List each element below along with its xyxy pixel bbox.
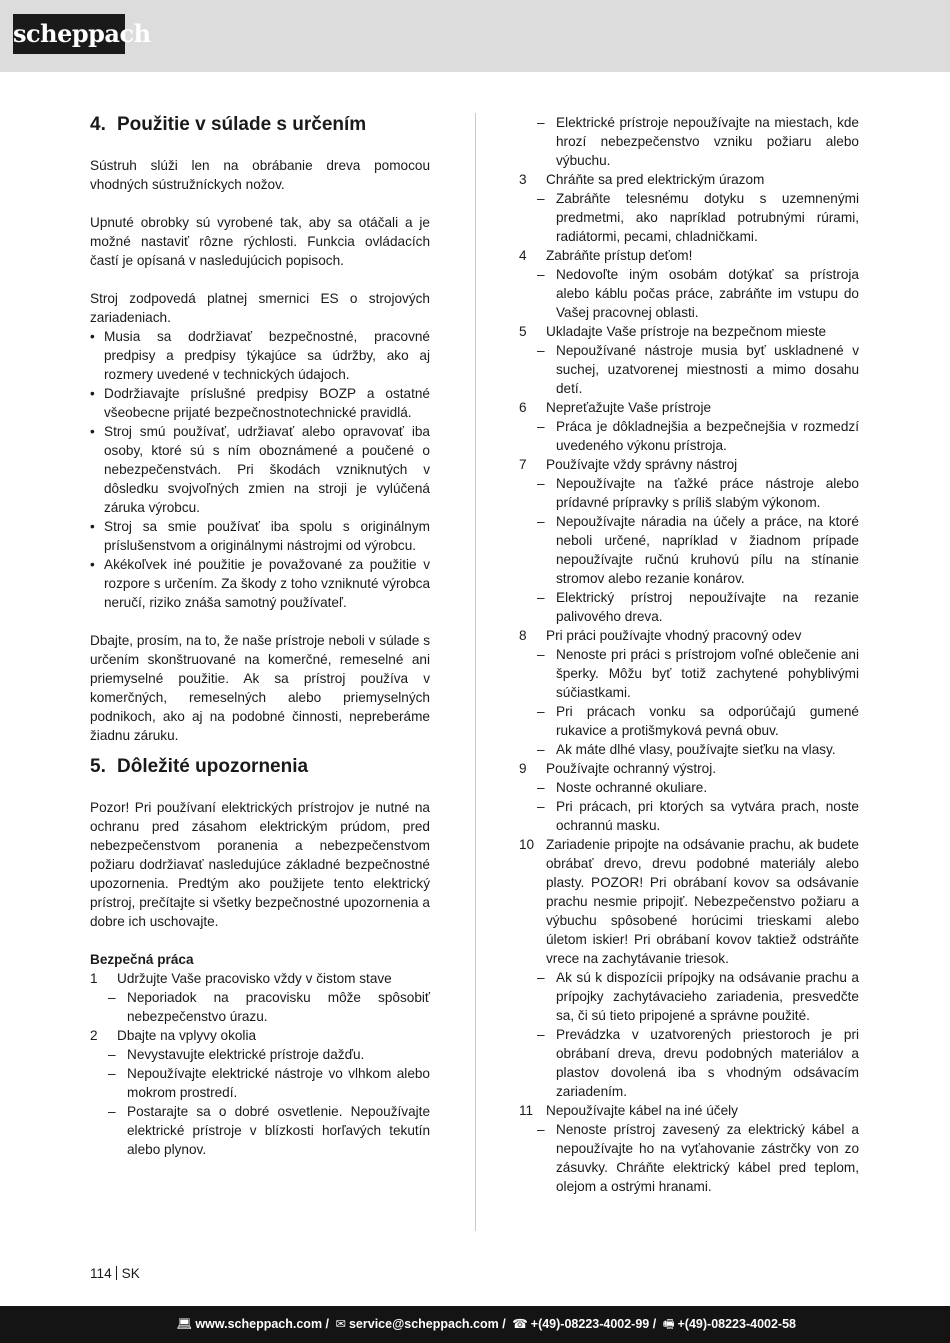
numbered-item: 1 Udržujte Vaše pracovisko vždy v čistom stave bbox=[90, 971, 392, 986]
dash-item: – Pri prácach vonku sa odporúčajú gumené rukavice a protišmyková pevná obuv. bbox=[519, 702, 859, 740]
paragraph: Upnuté obrobky sú vyrobené tak, aby sa otáčali a je možné nastaviť rôzne rýchlosti. Funkcia ovládacích častí je opísaná v nasledujúcich popisoch. bbox=[90, 215, 430, 268]
phone-icon: ☎︎ bbox=[512, 1317, 528, 1331]
fax-number: +(49)-08223-4002-58 bbox=[677, 1317, 796, 1331]
dash-item: – Neporiadok na pracovisku môže spôsobiť nebezpečenstvo úrazu. bbox=[90, 988, 430, 1026]
section-5-heading: 5. Dôležité upozornenia bbox=[90, 756, 309, 777]
contact-line bbox=[174, 1316, 796, 1333]
mail-icon: ✉︎ bbox=[335, 1317, 346, 1331]
page-header bbox=[0, 0, 950, 72]
dash-item: – Ak sú k dispozícii prípojky na odsávanie prachu a prípojky zachytávacieho zariadenia, presvedčte sa, či sú tieto pripojené a správne použité. bbox=[519, 968, 859, 1025]
dash-item: – Nepoužívajte na ťažké práce nástroje alebo prídavné prípravky s príliš slabým výkonom. bbox=[519, 474, 859, 512]
column-divider bbox=[475, 113, 476, 1231]
dash-item: – Nepoužívajte náradia na účely a práce, na ktoré neboli určené, napríklad v žiadnom prípade nepoužívajte ručnú kruhovú pílu na stínanie stromov alebo rezanie konárov. bbox=[519, 512, 859, 588]
numbered-item: 2 Dbajte na vplyvy okolia bbox=[90, 1028, 257, 1043]
numbered-item: 4 Zabráňte prístup deťom! bbox=[519, 248, 693, 263]
page-number: 114 SK bbox=[90, 1266, 140, 1281]
numbered-item: 9 Používajte ochranný výstroj. bbox=[519, 761, 717, 776]
dash-item: – Noste ochranné okuliare. bbox=[519, 778, 859, 797]
bullet-item: • Dodržiavajte príslušné predpisy BOZP a ostatné všeobecne prijaté bezpečnostnotechnické pravidlá. bbox=[90, 384, 430, 422]
bullet-item: • Akékoľvek iné použitie je považované za použitie v rozpore s určením. Za škody z toho vzniknuté výrobca neručí, riziko znáša samotný používateľ. bbox=[90, 555, 430, 612]
subheading: Bezpečná práca bbox=[90, 952, 194, 967]
dash-item: – Prevádzka v uzatvorených priestoroch je pri obrábaní dreva, drevu podobných materiálov a plastov dovolená iba s vhodným odsávacím zariadením. bbox=[519, 1025, 859, 1101]
bullet-item: • Stroj smú používať, udržiavať alebo opravovať iba osoby, ktoré sú s ním oboznámené a poučené o nebezpečenstvách. Pri škodách vzniknutých v dôsledku svojvoľných zmien na stroji je vylúčená záruka výrobcu. bbox=[90, 422, 430, 517]
bullet-item: • Musia sa dodržiavať bezpečnostné, pracovné predpisy a predpisy týkajúce sa údržby, ako aj rozmery uvedené v technických údajoch. bbox=[90, 327, 430, 384]
numbered-item: 7 Používajte vždy správny nástroj bbox=[519, 457, 738, 472]
numbered-item: 5 Ukladajte Vaše prístroje na bezpečnom mieste bbox=[519, 324, 827, 339]
section-4-heading: 4. Použitie v súlade s určením bbox=[90, 114, 367, 135]
bullet-item: • Stroj sa smie používať iba spolu s originálnym príslušenstvom a originálnymi nástrojmi od výrobcu. bbox=[90, 517, 430, 555]
paragraph: Pozor! Pri používaní elektrických prístrojov je nutné na ochranu pred zásahom elektrickým prúdom, pred nebezpečenstvom poranenia a nebezpečenstvom požiaru dodržiavať nasledujúce základné bezpečnostné upozornenia. Predtým ako použijete tento elektrický prístroj, prečítajte si všetky bezpečnostné upozornenia a dobre ich uschovajte. bbox=[90, 800, 430, 929]
dash-item: – Práca je dôkladnejšia a bezpečnejšia v rozmedzí uvedeného výkonu prístroja. bbox=[519, 417, 859, 455]
dash-item: – Ak máte dlhé vlasy, používajte sieťku na vlasy. bbox=[519, 740, 859, 759]
email-link[interactable]: service@scheppach.com / bbox=[348, 1317, 506, 1331]
scheppach-logo: scheppach bbox=[13, 14, 125, 54]
numbered-item: 8 Pri práci používajte vhodný pracovný odev bbox=[519, 628, 802, 643]
dash-item: – Postarajte sa o dobré osvetlenie. Nepoužívajte elektrické prístroje v blízkosti horľavých tekutín alebo plynov. bbox=[90, 1102, 430, 1159]
dash-item: – Elektrické prístroje nepoužívajte na miestach, kde hrozí nebezpečenstvo vzniku požiaru alebo výbuchu. bbox=[519, 113, 859, 170]
numbered-item: 10 Zariadenie pripojte na odsávanie prachu, ak budete obrábať drevo, drevu podobné materiály alebo plasty. POZOR! Pri obrábaní kovov sa odsávanie prachu nesmie pripojiť. Nebezpečenstvo požiaru a výbuchu spôsobené horúcimi trieskami alebo úletom iskier! Pri obrábaní kovov taktiež odstráňte vrece na zachytávanie triesok. bbox=[519, 837, 859, 966]
fax-icon: 🖷︎ bbox=[662, 1317, 675, 1331]
phone-number: +(49)-08223-4002-99 / bbox=[530, 1317, 657, 1331]
numbered-item: 3 Chráňte sa pred elektrickým úrazom bbox=[519, 172, 765, 187]
dash-item: – Nenoste prístroj zavesený za elektrický kábel a nepoužívajte ho na vyťahovanie zástrčky von zo zásuvky. Chráňte elektrický kábel pred teplom, olejom a ostrými hranami. bbox=[519, 1120, 859, 1196]
page-footer bbox=[0, 1306, 950, 1343]
left-column bbox=[90, 113, 430, 1159]
dash-item: – Nedovoľte iným osobám dotýkať sa prístroja alebo káblu počas práce, zabráňte im vstupu do Vašej pracovnej oblasti. bbox=[519, 265, 859, 322]
computer-icon: 💻︎ bbox=[176, 1317, 193, 1331]
right-column bbox=[519, 113, 859, 1196]
numbered-item: 6 Nepreťažujte Vaše prístroje bbox=[519, 400, 712, 415]
website-link[interactable]: www.scheppach.com / bbox=[195, 1317, 330, 1331]
paragraph: Stroj zodpovedá platnej smernici ES o strojových zariadeniach. bbox=[90, 291, 430, 325]
dash-item: – Pri prácach, pri ktorých sa vytvára prach, noste ochrannú masku. bbox=[519, 797, 859, 835]
dash-item: – Nepoužívajte elektrické nástroje vo vlhkom alebo mokrom prostredí. bbox=[90, 1064, 430, 1102]
dash-item: – Nepoužívané nástroje musia byť uskladnené v suchej, uzatvorenej miestnosti a mimo dosahu detí. bbox=[519, 341, 859, 398]
dash-item: – Nenoste pri práci s prístrojom voľné oblečenie ani šperky. Môžu byť totiž zachytené pohyblivými súčiastkami. bbox=[519, 645, 859, 702]
paragraph: Dbajte, prosím, na to, že naše prístroje neboli v súlade s určením skonštruované na komerčné, remeselné ani priemyselné použitie. Ak sa prístroj používa v komerčných, remeselných alebo priemyselných podnikoch, ako aj na podobné činnosti, nepreberáme žiadnu záruku. bbox=[90, 633, 430, 743]
dash-item: – Nevystavujte elektrické prístroje dažďu. bbox=[90, 1045, 430, 1064]
numbered-item: 11 Nepoužívajte kábel na iné účely bbox=[519, 1103, 738, 1118]
dash-item: – Elektrický prístroj nepoužívajte na rezanie palivového dreva. bbox=[519, 588, 859, 626]
paragraph: Sústruh slúži len na obrábanie dreva pomocou vhodných sústružníckych nožov. bbox=[90, 158, 430, 192]
dash-item: – Zabráňte telesnému dotyku s uzemnenými predmetmi, ako napríklad potrubnými rúrami, radiátormi, pecami, chladničkami. bbox=[519, 189, 859, 246]
